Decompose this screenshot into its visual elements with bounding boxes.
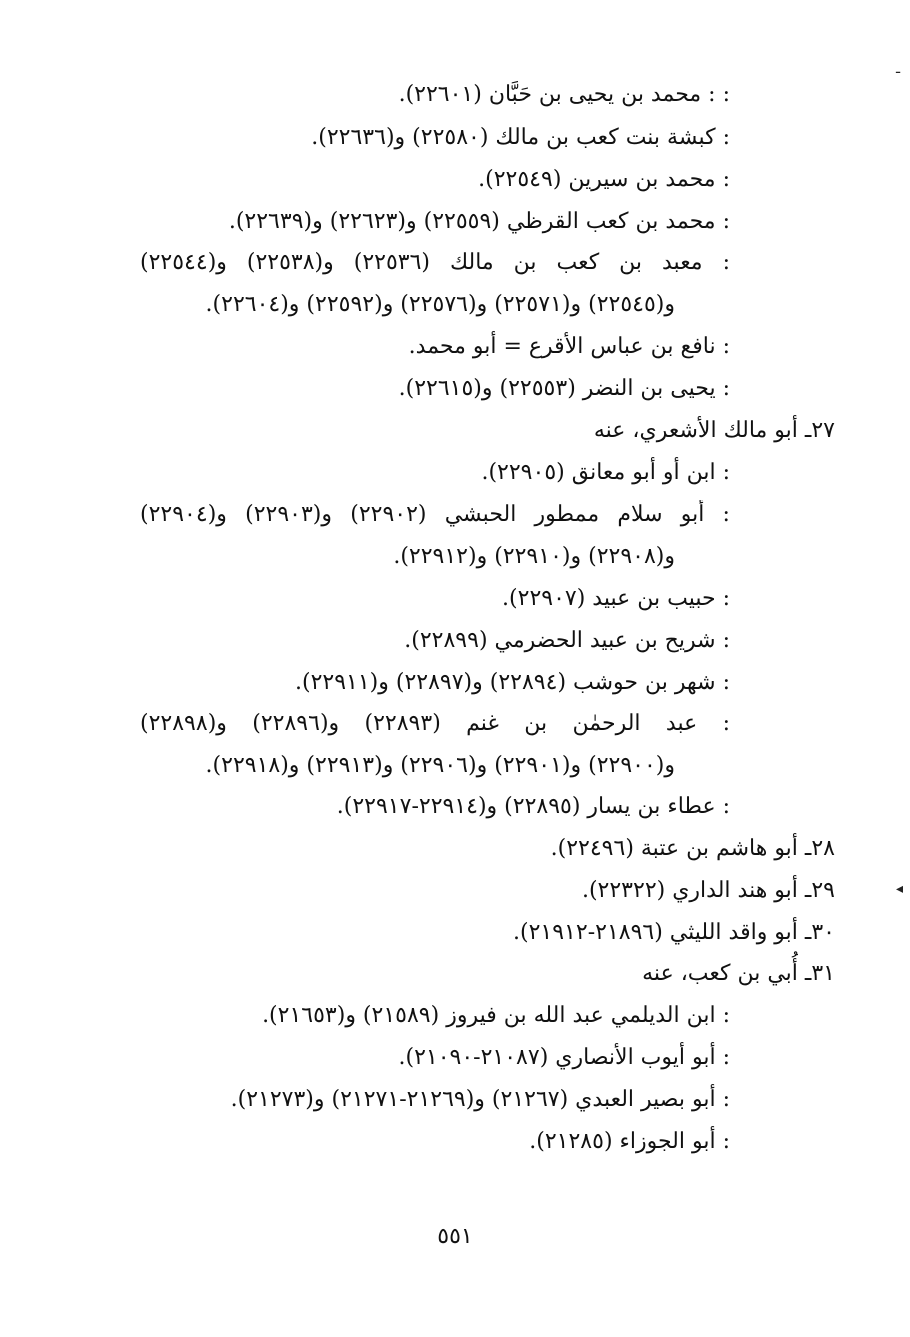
text-line: : كبشة بنت كعب بن مالك (٢٢٥٨٠) و(٢٢٦٣٦). bbox=[311, 125, 730, 150]
section-heading: ٢٩ـ أبو هند الداري (٢٢٣٢٢). bbox=[581, 878, 835, 903]
text-line: : معبد بن كعب بن مالك (٢٢٥٣٦) و(٢٢٥٣٨) و(٢٢٥٤٤) bbox=[140, 250, 730, 275]
text-line: : أبو سلام ممطور الحبشي (٢٢٩٠٢) و(٢٢٩٠٣) و(٢٢٩٠٤) bbox=[140, 502, 730, 527]
section-heading: ٢٨ـ أبو هاشم بن عتبة (٢٢٤٩٦). bbox=[550, 836, 835, 861]
text-line: : ابن الديلمي عبد الله بن فيروز (٢١٥٨٩) و(٢١٦٥٣). bbox=[262, 1003, 730, 1028]
text-line: : نافع بن عباس الأقرع = أبو محمد. bbox=[408, 334, 730, 359]
text-line: : شريح بن عبيد الحضرمي (٢٢٨٩٩). bbox=[404, 628, 730, 653]
text-line: و(٢٢٥٤٥) و(٢٢٥٧١) و(٢٢٥٧٦) و(٢٢٥٩٢) و(٢٢٦٠٤). bbox=[205, 292, 675, 317]
section-heading: ٣٠ـ أبو واقد الليثي (٢١٨٩٦-٢١٩١٢). bbox=[513, 920, 835, 945]
text-line: و(٢٢٩٠٨) و(٢٢٩١٠) و(٢٢٩١٢). bbox=[393, 544, 675, 569]
text-line: و(٢٢٩٠٠) و(٢٢٩٠١) و(٢٢٩٠٦) و(٢٢٩١٣) و(٢٢٩١٨). bbox=[205, 753, 675, 778]
text-line: : عبد الرحمٰن بن غنم (٢٢٨٩٣) و(٢٢٨٩٦) و(٢٢٨٩٨) bbox=[140, 711, 730, 736]
text-line: : ابن أو أبو معانق (٢٢٩٠٥). bbox=[481, 460, 730, 485]
text-line: : محمد بن كعب القرظي (٢٢٥٥٩) و(٢٢٦٢٣) و(٢٢٦٣٩). bbox=[228, 209, 730, 234]
margin-mark-icon: ◂ bbox=[896, 881, 904, 897]
text-line: : يحيى بن النضر (٢٢٥٥٣) و(٢٢٦١٥). bbox=[398, 376, 730, 401]
text-line: : شهر بن حوشب (٢٢٨٩٤) و(٢٢٨٩٧) و(٢٢٩١١). bbox=[294, 670, 730, 695]
text-line: : محمد بن سيرين (٢٢٥٤٩). bbox=[478, 167, 730, 192]
text-line: : عطاء بن يسار (٢٢٨٩٥) و(٢٢٩١٤-٢٢٩١٧). bbox=[336, 794, 730, 819]
text-line: : : محمد بن يحيى بن حَبَّان (٢٢٦٠١). bbox=[398, 82, 730, 107]
text-line: : أبو الجوزاء (٢١٢٨٥). bbox=[529, 1129, 730, 1154]
text-line: : حبيب بن عبيد (٢٢٩٠٧). bbox=[502, 586, 730, 611]
section-heading: ٣١ـ أُبي بن كعب، عنه bbox=[642, 961, 835, 986]
text-line: : أبو أيوب الأنصاري (٢١٠٨٧-٢١٠٩٠). bbox=[398, 1045, 730, 1070]
page-number: ٥٥١ bbox=[437, 1224, 473, 1249]
section-heading: ٢٧ـ أبو مالك الأشعري، عنه bbox=[593, 418, 835, 443]
text-line: : أبو بصير العبدي (٢١٢٦٧) و(٢١٢٦٩-٢١٢٧١) و(٢١٢٧٣). bbox=[230, 1087, 730, 1112]
margin-mark-icon: ـ bbox=[896, 61, 901, 77]
